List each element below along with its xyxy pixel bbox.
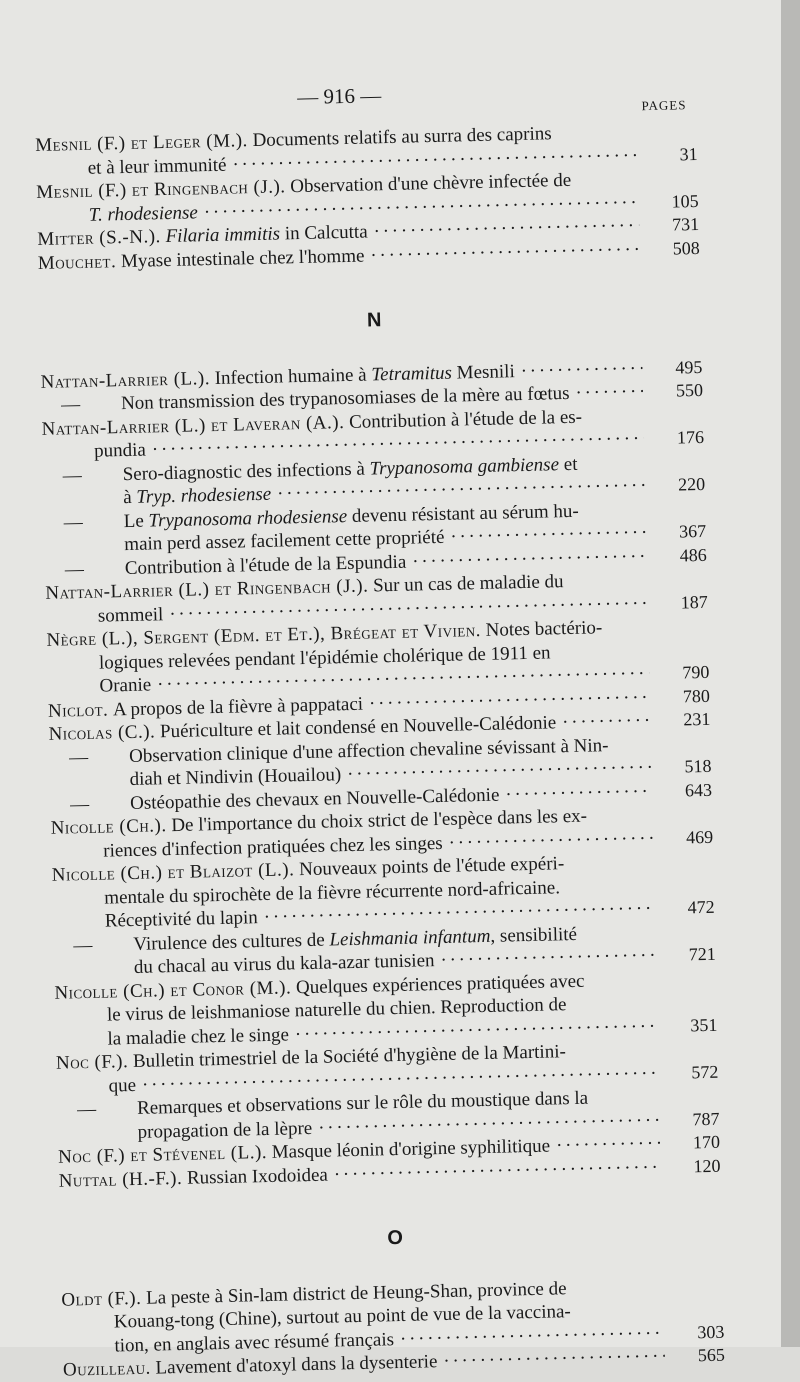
entry-page-number: 643: [684, 779, 713, 800]
entry-author: Nicolle (Ch.).: [50, 815, 167, 839]
entry-text: La peste à Sin-lam district de Heung-Shan, province de: [145, 1277, 567, 1309]
entry-text: le virus de leishmaniose naturelle du chien. Reproduction de: [106, 994, 567, 1026]
entry-text: Puériculture et lait condensé en Nouvelle-Calédonie: [159, 712, 557, 743]
entry-text: diah et Nindivin (Houailou): [129, 764, 342, 791]
entry-text: A propos de la fièvre à pappataci: [112, 693, 364, 720]
entry-text: Ostéopathie des chevaux en Nouvelle-Calédonie: [129, 784, 500, 814]
entry-text: tion, en anglais avec résumé français: [114, 1328, 395, 1356]
entry-page-number: 303: [697, 1321, 725, 1342]
entry-author: Niclot.: [47, 698, 109, 722]
entry-text: logiques relevées pendant l'épidémie cholérique de 1911 en: [98, 641, 551, 674]
dash-marker: —: [60, 394, 81, 416]
dot-leader: [370, 238, 640, 268]
entry-author: Nattan-Larrier (L.) et Laveran (A.).: [41, 411, 345, 440]
entry-page-number: 469: [685, 826, 714, 847]
entry-text: Remarques et observations sur le rôle du moustique dans la: [136, 1087, 589, 1119]
dot-leader: [575, 380, 643, 405]
entry-text: Non transmission des trypanosomiases de la mère au fœtus: [120, 382, 570, 415]
entry-text: à Tryp. rhodesiense: [122, 483, 272, 509]
entry-text: mentale du spirochète de la fièvre récurrente nord-africaine.: [104, 876, 561, 909]
entry-text: Réceptivité du lapin: [104, 907, 259, 932]
dash-marker: —: [69, 793, 90, 815]
entry-text: que: [108, 1074, 137, 1097]
dot-leader: [556, 1132, 660, 1158]
entry-text: Quelques expériences pratiquées avec: [295, 970, 585, 998]
entry-text: Filaria immitis in Calcutta: [165, 221, 368, 248]
entry-page-number: 495: [675, 356, 703, 378]
entry-page-number: 550: [675, 379, 704, 401]
entry-text: Infection humaine à Tetramitus Mesnili: [214, 360, 515, 389]
entry-text: Nouveaux points de l'étude expéri-: [298, 853, 565, 881]
entry-page-number: 351: [690, 1014, 718, 1035]
entry-author: Mitter (S.-N.).: [37, 226, 162, 250]
entry-page-number: 187: [680, 591, 708, 612]
page-edge-shadow: [781, 0, 800, 1347]
entry-text: la maladie chez le singe: [107, 1023, 290, 1050]
entry-page-number: 790: [682, 661, 710, 683]
entry-author: Mouchet.: [37, 250, 117, 274]
entry-page-number: 367: [678, 520, 707, 542]
section-letter: O: [387, 1226, 404, 1250]
pages-column-label: PAGES: [641, 97, 687, 114]
entry-text: T. rhodesiense: [88, 201, 199, 226]
entry-page-number: 231: [683, 708, 711, 730]
entry-text: Kouang-tong (Chine), surtout au point de vue de la vaccina-: [113, 1301, 571, 1333]
entry-author: Ouzilleau.: [62, 1357, 151, 1381]
entry-page-number: 105: [671, 190, 699, 212]
entry-text: Bulletin trimestriel de la Société d'hygiène de la Martini-: [132, 1041, 567, 1073]
entry-author: Nicolle (Ch.) et Conor (M.).: [54, 976, 292, 1004]
entry-page-number: 787: [692, 1108, 720, 1129]
entry-text: riences d'infection pratiquées chez les singes: [102, 832, 443, 862]
entry-author: Nicolle (Ch.) et Blaizot (L.).: [51, 859, 295, 886]
entry-page-number: 731: [671, 213, 700, 235]
entry-text: du chacal au virus du kala-azar tunisien: [133, 950, 435, 978]
dash-marker: —: [76, 1098, 97, 1121]
entry-text: propagation de la lèpre: [137, 1117, 313, 1143]
entry-page-number: 721: [688, 943, 716, 965]
dot-leader: [505, 780, 652, 807]
entry-text: Notes bactério-: [485, 617, 603, 641]
index-content: [34, 77, 733, 1382]
dot-leader: [520, 357, 642, 383]
entry-page-number: 170: [692, 1131, 721, 1153]
entry-page-number: 572: [691, 1061, 719, 1082]
entry-text: Contribution à l'étude de la Espundia: [124, 551, 407, 579]
entry-text: et à leur immunité: [87, 154, 227, 179]
dash-marker: —: [64, 558, 85, 580]
entry-author: Nègre (L.), Sergent (Edm. et Et.), Brégeat et Vivien.: [46, 620, 482, 651]
entry-text: Lavement d'atoxyl dans la dysenterie: [155, 1351, 438, 1379]
entry-author: Noc (F.) et Stévenel (L.).: [57, 1141, 268, 1168]
entry-page-number: 508: [672, 237, 700, 259]
entry-text: Contribution à l'étude de la es-: [348, 406, 583, 433]
entry-page-number: 565: [697, 1344, 726, 1366]
entry-text: Oranie: [99, 674, 152, 697]
entry-author: Nuttal (H.-F.).: [58, 1167, 183, 1192]
entry-page-number: 120: [693, 1155, 721, 1176]
entry-page-number: 31: [679, 143, 698, 164]
entry-text: Masque léonin d'origine syphilitique: [271, 1135, 551, 1163]
entry-page-number: 780: [682, 685, 711, 706]
entry-text: Virulence des cultures de Leishmania infantum, sensibilité: [133, 923, 578, 955]
entry-page-number: 518: [684, 755, 712, 777]
entry-text: Documents relatifs au surra des caprins: [252, 123, 552, 152]
entry-page-number: 486: [679, 544, 707, 565]
entry-author: Nicolas (C.).: [48, 721, 156, 745]
entry-text: pundia: [93, 439, 147, 462]
page-folio: — 916 —: [296, 83, 382, 110]
dot-leader: [562, 709, 651, 734]
entry-author: Oldt (F.).: [61, 1287, 142, 1311]
dash-marker: —: [62, 464, 82, 486]
entry-text: Le Trypanosoma rhodesiense devenu résistant au sérum hu-: [123, 500, 579, 532]
entry-author: Nattan-Larrier (L.).: [40, 367, 211, 393]
entry-page-number: 472: [687, 896, 715, 918]
entry-author: Mesnil (F.) et Ringenbach (J.).: [36, 176, 286, 203]
entry-page-number: 220: [677, 473, 706, 495]
entry-text: Observation d'une chèvre infectée de: [290, 169, 572, 198]
entry-text: Russian Ixodoidea: [186, 1164, 329, 1189]
entry-text: Observation clinique d'une affection chevaline sévissant à Nin-: [128, 734, 609, 767]
dash-marker: —: [68, 746, 89, 768]
index-sections: [35, 119, 733, 1382]
entry-author: Nattan-Larrier (L.) et Ringenbach (J.).: [45, 575, 369, 604]
entry-text: Myase intestinale chez l'homme: [120, 245, 365, 272]
dash-marker: —: [73, 934, 93, 956]
entry-author: Noc (F.).: [55, 1051, 129, 1074]
dot-leader: [443, 1345, 665, 1374]
entry-text: Sero-diagnostic des infections à Trypanosoma gambiense et: [122, 453, 578, 485]
entry-author: Mesnil (F.) et Leger (M.).: [34, 130, 249, 156]
section-letter: N: [366, 309, 382, 332]
entry-text: sommeil: [97, 603, 164, 627]
entry-text: De l'importance du choix strict de l'espèce dans les ex-: [171, 805, 588, 837]
entry-page-number: 176: [676, 426, 705, 448]
entry-text: main perd assez facilement cette propriété: [124, 526, 445, 556]
dash-marker: —: [63, 511, 84, 533]
entry-text: Sur un cas de maladie du: [372, 571, 564, 597]
